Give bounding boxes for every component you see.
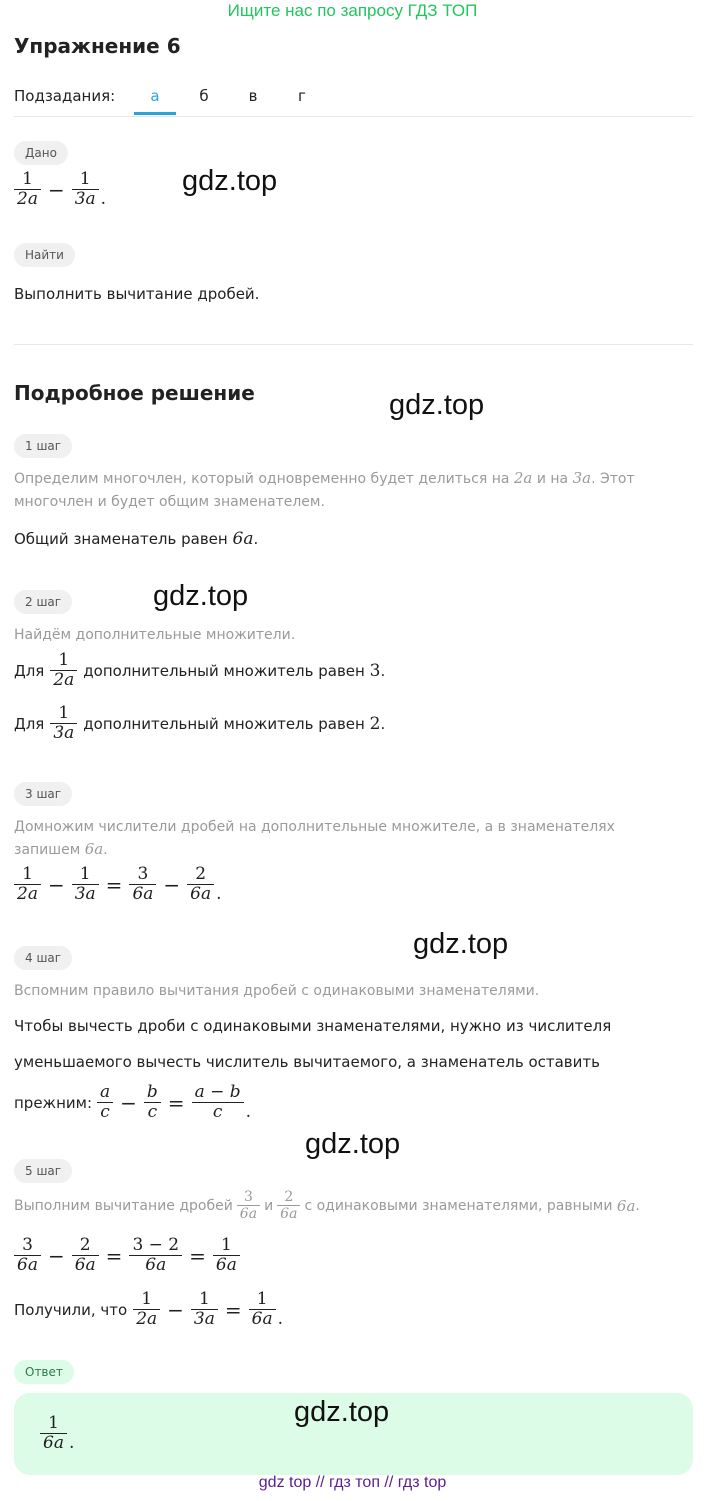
search-banner: Ищите нас по запросу ГДЗ ТОП bbox=[227, 1, 478, 20]
step-5-calculation: $\frac{3}{6a}$ − $\frac{2}{6a}$ = $\frac{3 - 2}{6a}$ = $\frac{1}{6a}$ bbox=[12, 1236, 242, 1275]
step-4-rule-line3: прежним: $\frac{a}{c}$ − $\frac{b}{c}$ = $\frac{a - b}{c}$ . bbox=[14, 1082, 252, 1122]
step-1-hint: Определим многочлен, который одновременно будет делиться на 2a и на 3a. Этот bbox=[14, 469, 635, 487]
solution-title: Подробное решение bbox=[14, 381, 255, 405]
step-5-chip: 5 шаг bbox=[14, 1159, 72, 1183]
tab-subtask-b[interactable]: б bbox=[199, 87, 209, 105]
step-4-chip: 4 шаг bbox=[14, 946, 72, 970]
step-2-line-2: Для $\frac{1}{3a}$ дополнительный множитель равен 2 . bbox=[14, 703, 386, 743]
step-3-expression: $\frac{1}{2a}$ − $\frac{1}{3a}$ = $\frac{3}{6a}$ − $\frac{2}{6a}$ . bbox=[12, 865, 222, 904]
footer-links[interactable]: gdz top // гдз топ // гдз top bbox=[258, 1474, 447, 1491]
watermark: gdz.top bbox=[153, 580, 249, 612]
tab-subtask-v[interactable]: в bbox=[248, 87, 258, 105]
step-4-rule-line2: уменьшаемого вычесть числитель вычитаемого, а знаменатель оставить bbox=[14, 1053, 600, 1071]
step-4-rule-line1: Чтобы вычесть дроби с одинаковыми знаменателями, нужно из числителя bbox=[14, 1017, 612, 1035]
step-1-chip: 1 шаг bbox=[14, 434, 72, 458]
watermark: gdz.top bbox=[182, 165, 278, 197]
fraction: $\frac{1}{3a}$ bbox=[72, 170, 99, 209]
step-4-hint: Вспомним правило вычитания дробей с одинаковыми знаменателями. bbox=[14, 983, 540, 999]
step-3-chip: 3 шаг bbox=[14, 782, 72, 806]
exercise-title: Упражнение 6 bbox=[14, 34, 181, 58]
watermark: gdz.top bbox=[413, 928, 509, 960]
find-text: Выполнить вычитание дробей. bbox=[14, 285, 260, 303]
step-3-hint: Домножим числители дробей на дополнительные множителе, а в знаменателях bbox=[14, 819, 615, 835]
watermark: gdz.top bbox=[389, 389, 485, 421]
answer-expression: $\frac{1}{6a}$ . bbox=[38, 1414, 74, 1453]
step-2-hint: Найдём дополнительные множители. bbox=[14, 627, 296, 643]
watermark: gdz.top bbox=[294, 1396, 390, 1428]
given-chip: Дано bbox=[14, 141, 68, 165]
step-2-line-1: Для $\frac{1}{2a}$ дополнительный множитель равен 3 . bbox=[14, 650, 386, 690]
step-1-result: Общий знаменатель равен 6a. bbox=[14, 529, 259, 549]
subtasks-label: Подзадания: bbox=[14, 87, 116, 105]
answer-chip: Ответ bbox=[14, 1360, 74, 1384]
step-2-chip: 2 шаг bbox=[14, 590, 72, 614]
tab-subtask-g[interactable]: г bbox=[298, 87, 306, 105]
step-1-hint-line2: многочлен и будет общим знаменателем. bbox=[14, 494, 325, 510]
tab-subtask-a[interactable]: а bbox=[134, 79, 176, 115]
watermark: gdz.top bbox=[305, 1128, 401, 1160]
step-5-hint: Выполним вычитание дробей $\frac{3}{6a}$ и $\frac{2}{6a}$ с одинаковыми знаменателями, равными 6a . bbox=[14, 1189, 640, 1222]
step-3-hint-line2: запишем 6a. bbox=[14, 840, 108, 858]
subtasks-divider bbox=[14, 116, 693, 117]
fraction: $\frac{1}{2a}$ bbox=[14, 170, 41, 209]
find-chip: Найти bbox=[14, 243, 75, 267]
section-divider bbox=[14, 344, 693, 345]
step-5-result: Получили, что $\frac{1}{2a}$ − $\frac{1}{3a}$ = $\frac{1}{6a}$ . bbox=[14, 1289, 283, 1329]
given-expression: $\frac{1}{2a}$ − $\frac{1}{3a}$ . bbox=[12, 170, 106, 209]
